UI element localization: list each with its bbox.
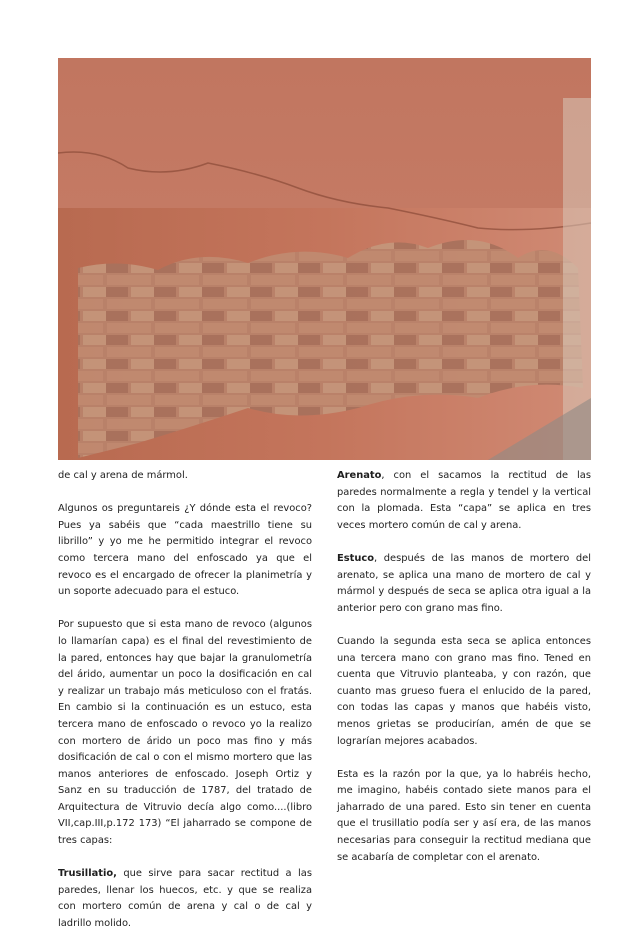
- wall-plaster-brick-image: [58, 58, 591, 460]
- right-text-column: [337, 468, 591, 883]
- paragraph: [337, 551, 591, 617]
- paragraph: [58, 866, 312, 932]
- paragraph: Cuando la segunda esta seca se aplica entonces una tercera mano con grano mas fino. Tened en cuenta que Vitruvio planteaba, y con razón, que cuanto mas grueso fuera el enlucido de la pared, con todas las capas y manos que habéis visto, menos grietas se producirían, amén de que se lograrían mejores acabados.: [337, 635, 591, 747]
- paragraph: Esta es la razón por la que, ya lo habréis hecho, me imagino, habéis contado siete manos para el jaharrado de una pared. Esto sin tener en cuenta que el trusillatio podía ser y así era, de las manos necesarias para conseguir la rectitud mediana que se acabaría de completar con el arenato.: [337, 768, 591, 863]
- term-definition: , con el sacamos la rectitud de las paredes normalmente a regla y tendel y la vertical con la plomada. Esta “capa” se aplica en tres veces mortero común de cal y arena.: [337, 470, 591, 531]
- paragraph: Algunos os preguntareis ¿Y dónde esta el revoco? Pues ya sabéis que “cada maestrillo tiene su librillo” y yo me he permitido integrar el revoco como tercera mano del enfoscado ya que el revoco es el encargado de ofrecer la planimetría y un soporte adecuado para el estuco.: [58, 503, 312, 598]
- left-text-column: [58, 468, 312, 949]
- paragraph: de cal y arena de mármol.: [58, 470, 188, 481]
- wall-photo: [58, 58, 591, 460]
- paragraph: Por supuesto que si esta mano de revoco (algunos lo llamarían capa) es el final del revestimiento de la pared, entonces hay que bajar la granulometría del árido, aumentar un poco la dosificación en cal y realizar un trabajo más meticuloso con el fratás. En cambio si la continuación es un estuco, esta tercera mano de enfoscado o revoco yo la realizo con mortero de árido un poco mas fino y más dosificación de cal o con el mismo mortero que las manos anteriores de enfoscado. Joseph Ortiz y Sanz en su traducción de 1787, del tratado de Arquitectura de Vitruvio decía algo como....(libro VII,cap.III,p.172 173) “El jaharrado se compone de tres capas:: [58, 619, 312, 847]
- term-arenato: Arenato: [337, 470, 382, 481]
- term-trusillatio: Trusillatio,: [58, 868, 117, 880]
- paragraph: [337, 468, 591, 534]
- term-definition: que sirve para sacar rectitud a las paredes, llenar los huecos, etc. y que se realiza con mortero común de arena y cal o de cal y ladrillo molido.: [58, 868, 312, 930]
- term-definition: , después de las manos de mortero del arenato, se aplica una mano de mortero de cal y mármol y después de seca se aplica otra igual a la anterior pero con grano mas fino.: [337, 552, 591, 614]
- term-estuco: Estuco: [337, 552, 375, 564]
